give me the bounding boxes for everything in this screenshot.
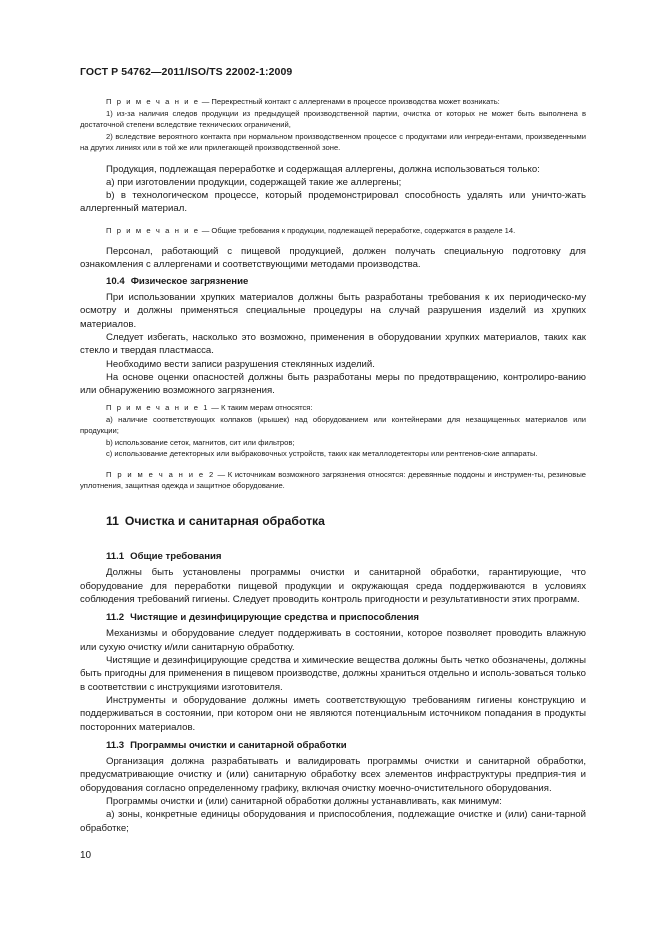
paragraph-cleaning-2: Чистящие и дезинфицирующие средства и химические вещества должны быть четко обозначены, должны быть пригодны для применения в пищевом производстве, должны храниться отдельно и исполь-зоваться только в соответствии с инструкциями изготовителя. — [80, 655, 586, 693]
paragraph-cleaning-1: Механизмы и оборудование следует поддерживать в состоянии, которое позволяет проводить влажную или сухую очистку и/или санитарную обработку. — [80, 628, 586, 653]
note-2-sources — [80, 469, 586, 492]
paragraph-programs-2: Программы очистки и (или) санитарной обработки должны устанавливать, как минимум: — [106, 796, 502, 807]
note-1-item-a: а) наличие соответствующих колпаков (крышек) над оборудованием или контейнерами для незащищенных материалов или продукции; — [80, 414, 586, 436]
note-text: — К таким мерам относятся: — [209, 403, 313, 413]
paragraph-programs-1: Организация должна разрабатывать и валидировать программы очистки и санитарной обработки, предусматривающие очистку и (или) санитарную обработку всех элементов инфраструктуры предприя-тия и оборудования согласно определенному графику, включая очистку моечно-очистительного оборудования. — [80, 756, 586, 794]
note-cross-contact — [80, 96, 586, 108]
section-heading-11-2 — [80, 611, 586, 624]
note-label: П р и м е ч а н и е — [106, 225, 200, 235]
note-label: П р и м е ч а н и е 2 — [106, 469, 215, 479]
list-item-b: b) в технологическом процессе, который продемонстрировал способность удалять или уничто-жать аллергенный материал. — [80, 190, 586, 215]
paragraph-fragile-3: Необходимо вести записи разрушения стеклянных изделий. — [106, 358, 375, 370]
section-heading-11-3 — [80, 739, 586, 752]
note-text: — К источникам возможного загрязнения относятся: деревянные поддоны и инструмен-ты, резиновые уплотнения, защитная одежда и защитное оборудование. — [80, 469, 586, 491]
section-heading-11-1 — [80, 550, 586, 563]
list-item-a-zones: а) зоны, конкретные единицы оборудования и приспособления, подлежащие очистке и (или) сани-тарной обработке; — [80, 809, 586, 834]
note-1-measures — [80, 402, 586, 414]
section-number: 11.3 — [106, 739, 125, 751]
list-item-a: а) при изготовлении продукции, содержащей такие же аллергены; — [106, 176, 402, 188]
section-title: Чистящие и дезинфицирующие средства и приспособления — [130, 612, 419, 624]
note-label: П р и м е ч а н и е — [106, 97, 200, 106]
note-text: — Перекрестный контакт с аллергенами в процессе производства может возникать: — [199, 97, 500, 106]
section-title: Общие требования — [130, 550, 222, 562]
section-heading-11 — [80, 514, 586, 528]
note-item-2: 2) вследствие вероятного контакта при нормальном производственном процессе с продуктами или ингреди-ентами, произведенными на других линиях или в той же или прилегающей производственной зоне. — [80, 131, 586, 152]
paragraph-general-requirements: Должны быть установлены программы очистки и санитарной обработки, гарантирующие, что оборудование для переработки пищевой продукции и окружающая среда поддерживаются в условиях соблюдения требований гигиены. Следует проводить контроль пригодности и результативности этих программ. — [80, 567, 586, 605]
note-1-item-c: с) использование детекторных или выбраковочных устройств, таких как металлодетекторы или рентгенов-ские аппараты. — [106, 449, 538, 459]
section-title: Программы очистки и санитарной обработки — [130, 739, 347, 751]
document-header: ГОСТ Р 54762—2011/ISO/TS 22002-1:2009 — [80, 66, 293, 78]
section-number: 11 — [106, 513, 119, 528]
note-1-item-b: b) использование сеток, магнитов, сит или фильтров; — [106, 437, 295, 447]
section-title: Очистка и санитарная обработка — [124, 513, 325, 528]
paragraph-fragile-2: Следует избегать, насколько это возможно, применения в оборудовании хрупких материалов, таких как стекло и твердая пластмасса. — [80, 331, 586, 357]
section-number: 11.2 — [106, 612, 125, 624]
paragraph-cleaning-3: Инструменты и оборудование должны иметь соответствующую требованиям гигиены конструкцию и поддерживаться в состоянии, при котором они не являются потенциальным источником попадания в продукты посторонних материалов. — [80, 694, 586, 733]
paragraph-fragile-1: При использовании хрупких материалов должны быть разработаны требования к их периодическо-му осмотру и должны применяться специальные процедуры на случай разрушения изделий из хрупких материалов. — [80, 292, 586, 330]
page-number: 10 — [80, 850, 92, 861]
note-general-requirements — [80, 225, 586, 237]
section-number: 11.1 — [106, 550, 125, 562]
paragraph-products-intro: Продукция, подлежащая переработке и содержащая аллергены, должна использоваться только: — [106, 163, 540, 175]
note-text: — Общие требования к продукции, подлежащей переработке, содержатся в разделе 14. — [199, 225, 516, 235]
note-label: П р и м е ч а н и е 1 — [106, 403, 210, 413]
page-content — [80, 96, 586, 835]
paragraph-fragile-4: На основе оценки опасностей должны быть разработаны меры по предотвращению, контролиро-ванию или обнаружению возможного загрязнения. — [80, 371, 586, 397]
section-number: 10.4 — [106, 275, 125, 287]
section-heading-10-4 — [80, 275, 586, 288]
note-item-1: 1) из-за наличия следов продукции из предыдущей производственной партии, очистка от которых не может быть выполнена в достаточной степени вследствие технических ограничений, — [80, 108, 586, 129]
section-title: Физическое загрязнение — [130, 275, 249, 287]
paragraph-staff: Персонал, работающий с пищевой продукцией, должен получать специальную подготовку для ознакомления с аллергенами и соответствующими методами производства. — [80, 246, 586, 271]
